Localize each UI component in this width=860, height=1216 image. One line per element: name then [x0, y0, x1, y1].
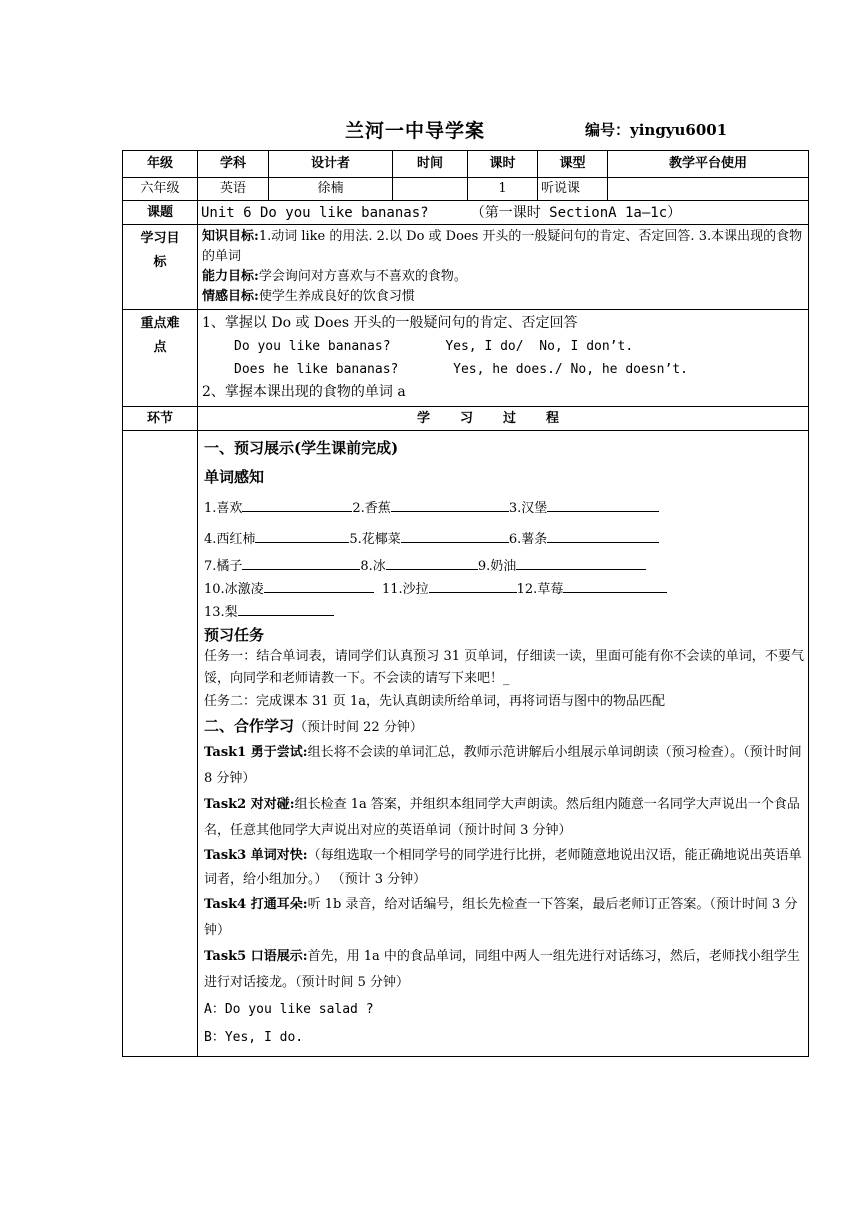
- col-grade: 年级: [123, 151, 198, 178]
- objectives-label: [123, 225, 198, 310]
- vocab-blank[interactable]: [386, 555, 478, 570]
- vocab-item: 4.西红柿: [204, 532, 256, 547]
- vocab-item: 1.喜欢: [204, 501, 243, 516]
- process-stage-cell: [123, 431, 198, 1057]
- task2-text: 组长检查 1a 答案，并组织本组同学大声朗读。然后组内随意一名同学大声说出一个食品名，任意其他同学大声说出对应的英语单词（预计时间 3 分钟）: [204, 797, 800, 838]
- task5-label: Task5 口语展示:: [204, 949, 308, 964]
- period-value: 1: [468, 178, 538, 201]
- vocab-blank[interactable]: [238, 601, 334, 616]
- process-cell: [198, 431, 809, 1057]
- task5-text: 首先，用 1a 中的食品单词，同组中两人一组先进行对话练习，然后，老师找小组学生进行对话接龙。（预计时间 5 分钟）: [204, 949, 800, 990]
- task4-label: Task4 打通耳朵:: [204, 897, 308, 912]
- vocab-item: 11.沙拉: [381, 582, 429, 597]
- section2-title: [204, 714, 804, 740]
- grade-value: 六年级: [123, 178, 198, 201]
- vocab-blank[interactable]: [401, 528, 509, 543]
- task2: [204, 792, 804, 844]
- key-point-1: 1、掌握以 Do 或 Does 开头的一般疑问句的肯定、否定回答: [202, 315, 578, 331]
- vocab-item: 5.花椰菜: [349, 532, 401, 547]
- vocab-item: 8.冰: [360, 559, 386, 574]
- section2-time: （预计时间 22 分钟）: [294, 720, 423, 735]
- dialog-line-a: A：Do you like salad ?: [204, 1002, 374, 1017]
- section2-title-text: 二、合作学习: [204, 717, 295, 735]
- objectives-cell: [198, 225, 809, 310]
- time-value: [393, 178, 468, 201]
- topic-row: [123, 201, 809, 225]
- key-label-text: 重点难点: [140, 316, 180, 355]
- ability-text: 学会询问对方喜欢与不喜欢的食物。: [258, 269, 467, 284]
- vocab-line-5: [204, 601, 804, 624]
- type-value: 听说课: [538, 178, 608, 201]
- subject-value: 英语: [198, 178, 269, 201]
- vocab-item: 10.冰激凌: [204, 582, 264, 597]
- task1-text: 组长将不会读的单词汇总，教师示范讲解后小组展示单词朗读（预习检查）。（预计时间 8 分钟）: [204, 745, 802, 786]
- task1: [204, 740, 804, 792]
- col-period: 课时: [468, 151, 538, 178]
- preview-task-1: 任务一：结合单词表，请同学们认真预习 31 页单词，仔细读一读，里面可能有你不会读的单词，不要气馁，向同学和老师请教一下。不会读的请写下来吧！_: [204, 649, 804, 686]
- vocab-blank[interactable]: [255, 528, 349, 543]
- vocab-title: 单词感知: [204, 468, 265, 486]
- task5: [204, 944, 804, 996]
- header-row: [123, 151, 809, 178]
- vocab-item: 12.草莓: [516, 582, 564, 597]
- dialog-line-b: B：Yes, I do.: [204, 1030, 304, 1045]
- objectives-row: [123, 225, 809, 310]
- ability-label: 能力目标:: [202, 269, 259, 284]
- vocab-blank[interactable]: [563, 578, 667, 593]
- col-platform: 教学平台使用: [608, 151, 809, 178]
- vocab-item: 6.薯条: [508, 532, 548, 547]
- col-designer: 设计者: [269, 151, 393, 178]
- designer-value: 徐楠: [269, 178, 393, 201]
- key-example-1: Do you like bananas? Yes, I do/ No, I don’t.: [234, 339, 634, 354]
- col-type: 课型: [538, 151, 608, 178]
- key-points-cell: [198, 310, 809, 407]
- key-points-row: [123, 310, 809, 407]
- document-header: [0, 116, 860, 144]
- knowledge-text: 1.动词 like 的用法. 2.以 Do 或 Does 开头的一般疑问句的肯定、否定回答. 3.本课出现的食物的单词: [202, 229, 803, 264]
- task3-text: （每组选取一个相同学号的同学进行比拼，老师随意地说出汉语，能正确地说出英语单词者，给小组加分。） （预计 3 分钟）: [204, 848, 802, 887]
- task1-label: Task1 勇于尝试:: [204, 745, 308, 760]
- task4: [204, 892, 804, 944]
- emotion-label: 情感目标:: [202, 289, 259, 304]
- stage-label: 环节: [123, 407, 198, 431]
- task3: [204, 844, 804, 892]
- process-row: [123, 431, 809, 1057]
- vocab-blank[interactable]: [242, 555, 360, 570]
- ability-objective: [202, 267, 804, 287]
- key-point-2: 2、掌握本课出现的食物的单词 a: [202, 384, 406, 400]
- key-example-2: Does he like bananas? Yes, he does./ No, he doesn’t.: [234, 362, 688, 377]
- stage-row: [123, 407, 809, 431]
- info-row: [123, 178, 809, 201]
- knowledge-label: 知识目标:: [202, 229, 259, 244]
- task4-text: 听 1b 录音，给对话编号，组长先检查一下答案，最后老师订正答案。（预计时间 3 分钟）: [204, 897, 798, 938]
- emotion-text: 使学生养成良好的饮食习惯: [258, 289, 415, 304]
- objectives-label-text: 学习目标: [140, 231, 180, 270]
- lesson-plan-table: [122, 150, 809, 1057]
- preview-title: 预习任务: [204, 626, 265, 644]
- topic-value: Unit 6 Do you like bananas? （第一课时 SectionA 1a—1c）: [198, 201, 809, 225]
- preview-task-2: 任务二：完成课本 31 页 1a，先认真朗读所给单词，再将词语与图中的物品匹配: [204, 694, 665, 709]
- section1-title: 一、预习展示(学生课前完成): [204, 439, 399, 457]
- vocab-blank[interactable]: [547, 528, 659, 543]
- vocab-blank[interactable]: [391, 497, 509, 512]
- vocab-item: 2.香蕉: [352, 501, 391, 516]
- process-label: 学习过程: [198, 407, 809, 431]
- vocab-blank[interactable]: [242, 497, 352, 512]
- platform-value: [608, 178, 809, 201]
- vocab-line-1: [204, 493, 804, 525]
- vocab-item: 9.奶油: [477, 559, 517, 574]
- task3-label: Task3 单词对快:: [204, 848, 308, 863]
- vocab-line-2: [204, 525, 804, 555]
- col-time: 时间: [393, 151, 468, 178]
- vocab-line-3: [204, 555, 804, 578]
- vocab-blank[interactable]: [547, 497, 659, 512]
- vocab-blank[interactable]: [516, 555, 646, 570]
- knowledge-objective: [202, 227, 804, 267]
- topic-label: 课题: [123, 201, 198, 225]
- key-label: [123, 310, 198, 407]
- vocab-blank[interactable]: [264, 578, 374, 593]
- vocab-item: 7.橘子: [204, 559, 243, 574]
- emotion-objective: [202, 287, 804, 307]
- col-subject: 学科: [198, 151, 269, 178]
- school-title: 兰河一中导学案: [345, 120, 486, 142]
- document-code: 编号：yingyu6001: [585, 121, 728, 139]
- vocab-item: 13.梨: [204, 605, 238, 620]
- vocab-blank[interactable]: [429, 578, 517, 593]
- vocab-item: 3.汉堡: [508, 501, 548, 516]
- task2-label: Task2 对对碰:: [204, 797, 295, 812]
- vocab-line-4: [204, 578, 804, 601]
